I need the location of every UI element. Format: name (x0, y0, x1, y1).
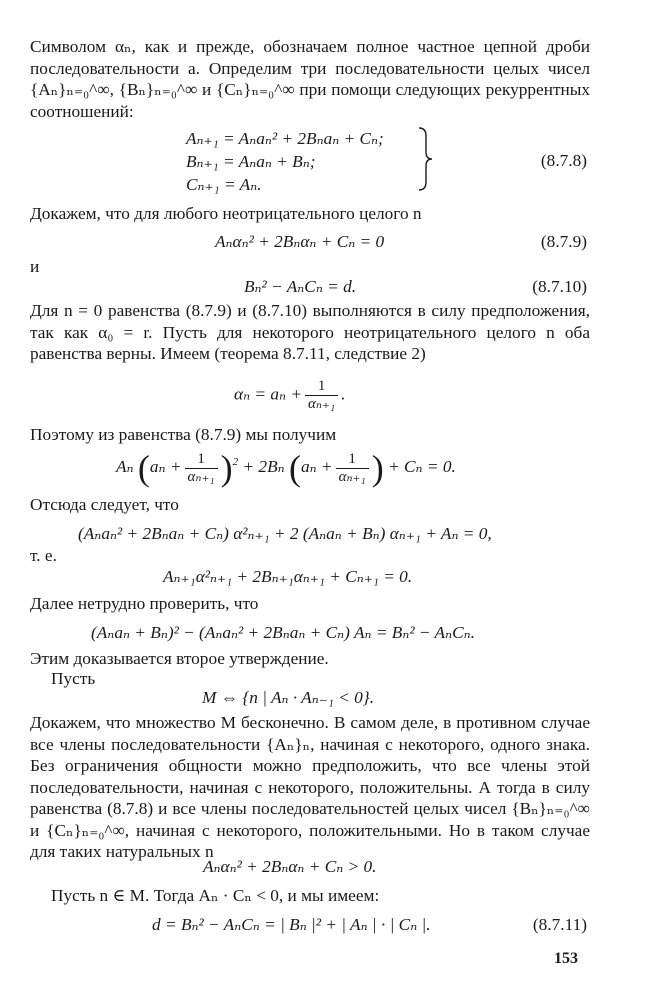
equation-878-line1: Aₙ₊₁ = Aₙaₙ² + 2Bₙaₙ + Cₙ; (186, 129, 384, 148)
sub-square: 2 (232, 456, 239, 469)
paragraph-n-in-m: Пусть n ∈ M. Тогда Aₙ · Cₙ < 0, и мы имеем: (51, 886, 380, 905)
equation-system-brace (417, 126, 433, 198)
equation-check: (Aₙaₙ + Bₙ)² − (Aₙaₙ² + 2Bₙaₙ + Cₙ) Aₙ = Bₙ² − AₙCₙ. (91, 623, 475, 642)
paragraph-infinite: Докажем, что множество M бесконечно. В самом деле, в противном случае все члены последовательности {Aₙ}ₙ, начиная с некоторого, одного знака. Без ограничения общности можно предположить, что все члены этой последовательности, начиная с некоторого, положительны. А тогда в силу равенства (8.7.8) и все члены последовательностей целых чисел {Bₙ}ₙ₌₀^∞ и {Cₙ}ₙ₌₀^∞, начиная с некоторого, положительными. Но в таком случае для таких натуральных n (30, 713, 595, 861)
paragraph-prove: Докажем, что для любого неотрицательного целого n (30, 204, 422, 223)
page-number: 153 (554, 950, 578, 967)
sub-e: + Cₙ = 0. (388, 456, 456, 476)
equation-878-line2: Bₙ₊₁ = Aₙaₙ + Bₙ; (186, 152, 316, 171)
alpha-lhs: αₙ = aₙ + (234, 384, 303, 404)
paragraph-check: Далее нетрудно проверить, что (30, 594, 259, 613)
equation-alpha (234, 378, 345, 413)
paragraph-follows: Отсюда следует, что (30, 495, 179, 514)
equation-follow: (Aₙaₙ² + 2Bₙaₙ + Cₙ) α²ₙ₊₁ + 2 (Aₙaₙ + Bₙ) αₙ₊₁ + Aₙ = 0, (78, 524, 492, 543)
sub-d: aₙ + (300, 456, 333, 476)
equation-positive: Aₙαₙ² + 2Bₙαₙ + Cₙ > 0. (203, 857, 377, 876)
equation-8711: d = Bₙ² − AₙCₙ = | Bₙ |² + | Aₙ | · | Cₙ |. (152, 915, 431, 934)
equation-8710: Bₙ² − AₙCₙ = d. (244, 277, 357, 296)
paragraph-hence: Поэтому из равенства (8.7.9) мы получим (30, 425, 337, 444)
equation-substitution: Aₙ (aₙ + $\frac{1}{\text{αₙ₊₁}}$ )$^2$ + 2Bₙ (aₙ + $\frac{1}{\text{αₙ₊₁}}$ ) + Cₙ = 0. (116, 448, 456, 488)
paragraph-base-case: Для n = 0 равенства (8.7.9) и (8.7.10) выполняются в силу предположения, так как α₀ = r. Пусть для некоторого неотрицательного целого n оба равенства верны. Имеем (теорема 8.7.11, следствие 2) (30, 301, 595, 363)
paragraph-and: и (30, 257, 40, 276)
alpha-end: . (341, 384, 346, 404)
equation-label-879: (8.7.9) (540, 232, 587, 251)
sub-b: aₙ + (149, 456, 182, 476)
equation-label-8710: (8.7.10) (532, 277, 587, 296)
sub-c: + 2Bₙ (242, 456, 285, 476)
sub-a: Aₙ (116, 456, 134, 476)
equation-label-878: (8.7.8) (540, 151, 587, 170)
alpha-fraction (305, 378, 338, 413)
equation-set-m: M ⇔ {n | Aₙ · Aₙ₋₁ < 0}. (202, 688, 375, 707)
equation-ie: Aₙ₊₁α²ₙ₊₁ + 2Bₙ₊₁αₙ₊₁ + Cₙ₊₁ = 0. (163, 567, 413, 586)
equation-878-line3: Cₙ₊₁ = Aₙ. (186, 175, 262, 194)
equation-label-8711: (8.7.11) (532, 915, 587, 934)
paragraph-let: Пусть (51, 669, 96, 688)
paragraph-ie: т. е. (30, 546, 57, 565)
sub-fraction-2: $\frac{1}{\text{αₙ₊₁}}$ (336, 451, 369, 486)
sub-fraction-1: $\frac{1}{\text{αₙ₊₁}}$ (185, 451, 218, 486)
alpha-fraction-num: 1 (305, 378, 338, 396)
alpha-fraction-den: αₙ₊₁ (308, 396, 336, 412)
paragraph-second-claim: Этим доказывается второе утверждение. (30, 649, 329, 668)
equation-879: Aₙαₙ² + 2Bₙαₙ + Cₙ = 0 (215, 232, 385, 251)
paragraph-intro: Символом αₙ, как и прежде, обозначаем полное частное цепной дроби последовательности a. Определим три последовательности целых чисел {Aₙ}ₙ₌₀^∞, {Bₙ}ₙ₌₀^∞ и {Cₙ}ₙ₌₀^∞ при помощи следующих рекуррентных соотношений: (30, 37, 595, 121)
